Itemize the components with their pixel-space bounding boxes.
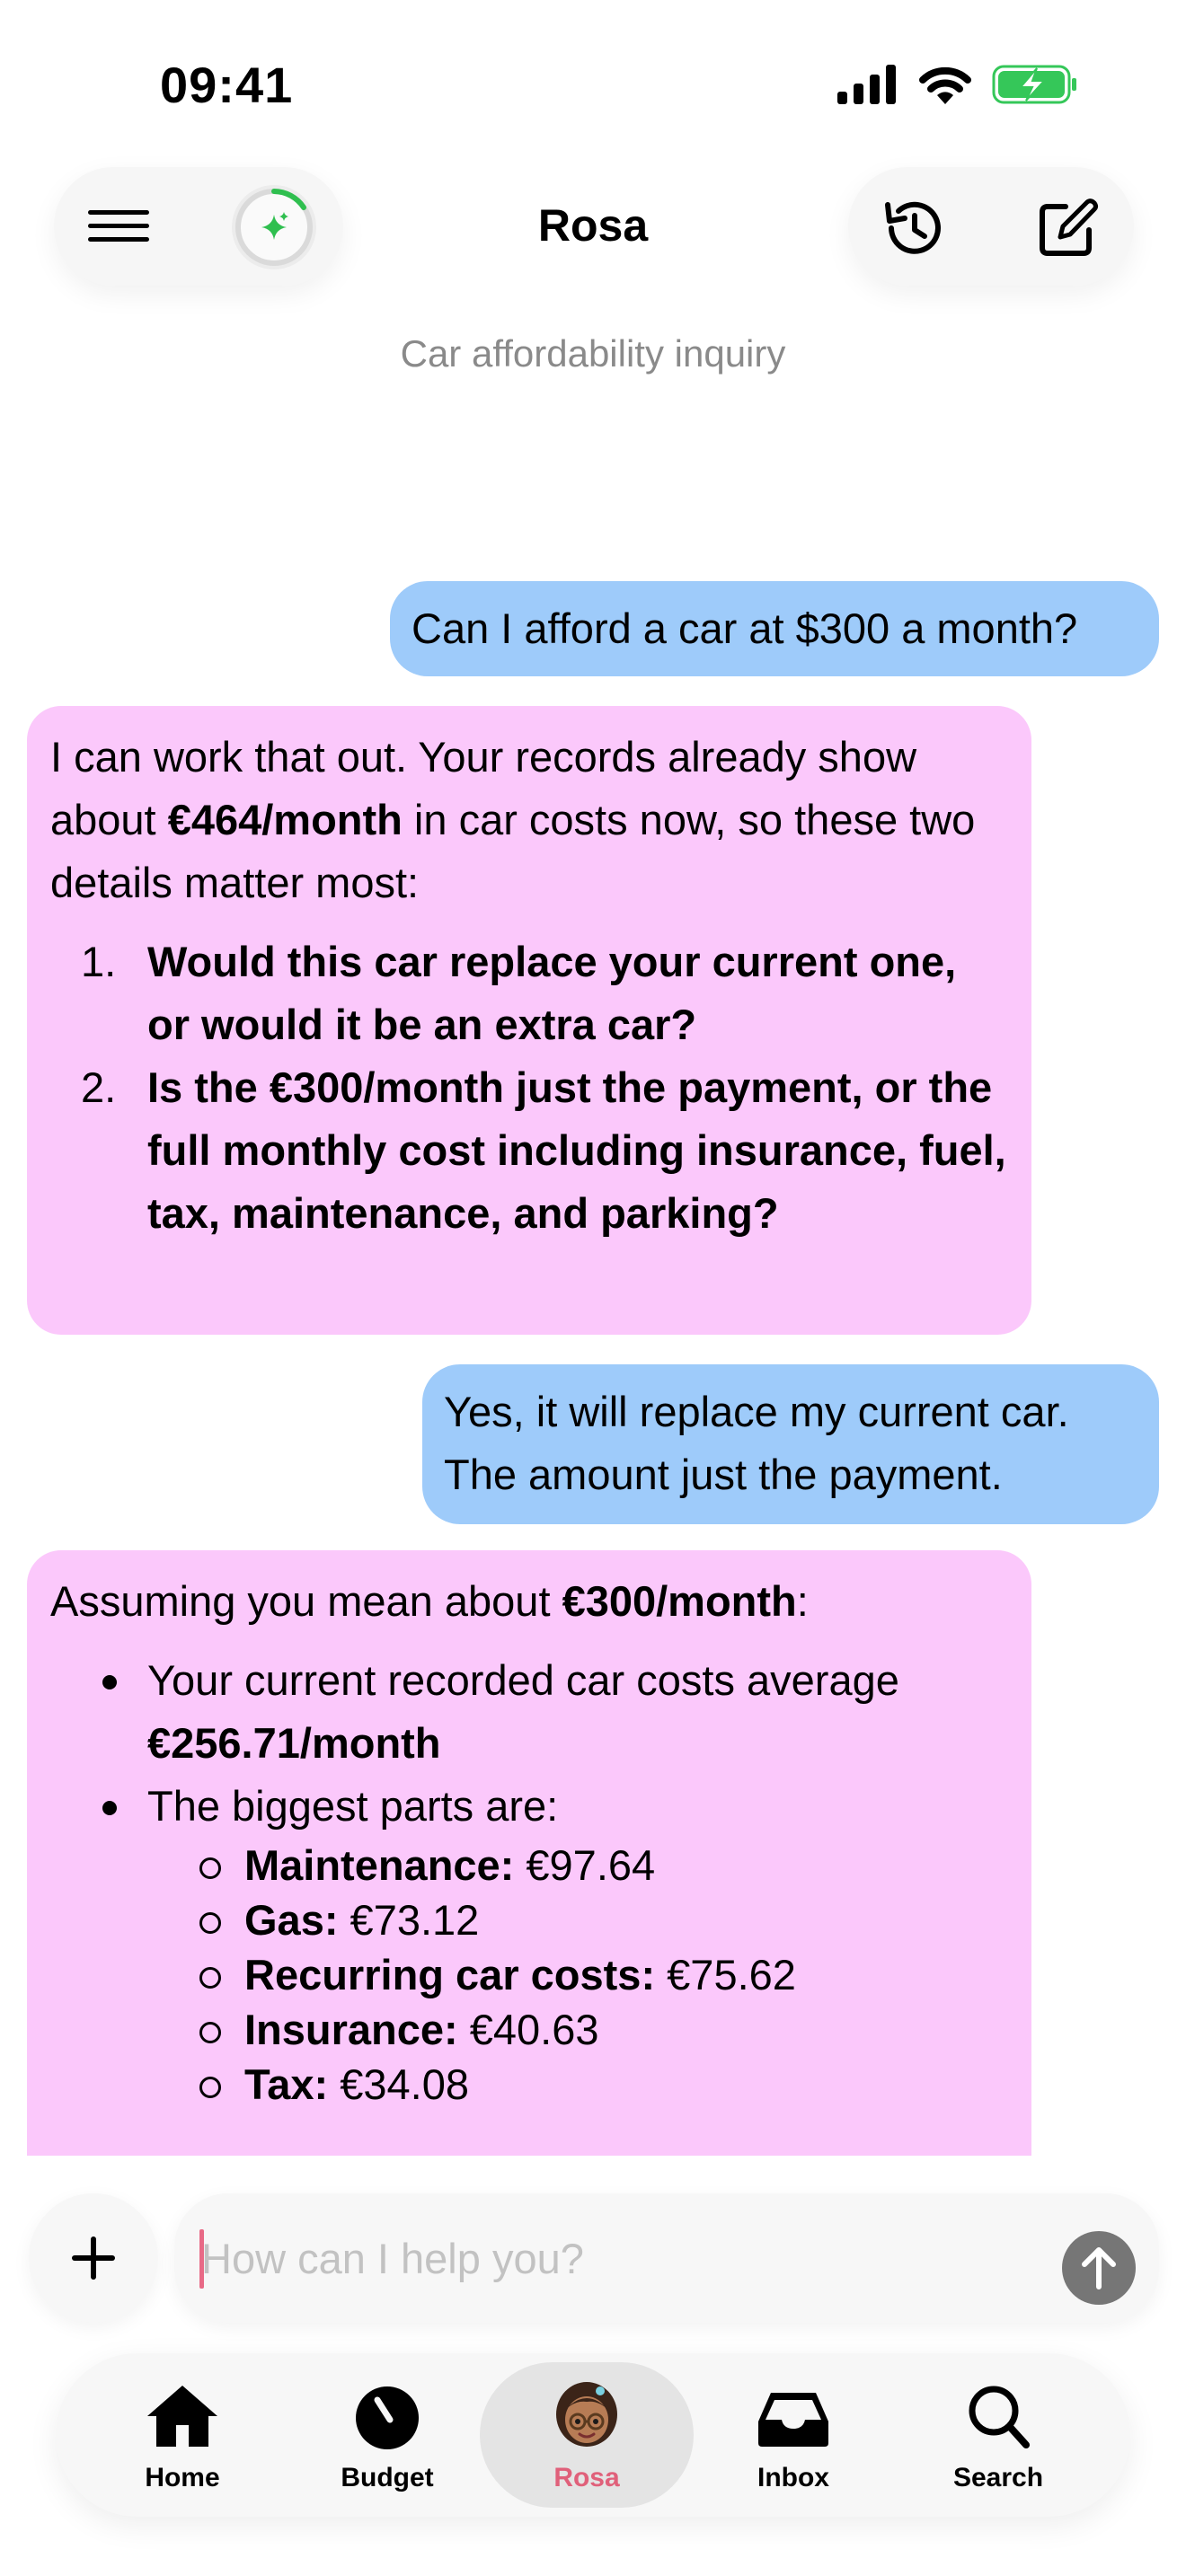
cost-item: Insurance: €40.63 — [147, 2002, 1008, 2057]
search-icon — [958, 2380, 1039, 2452]
tab-inbox[interactable]: Inbox — [686, 2362, 900, 2508]
cost-item: Maintenance: €97.64 — [147, 1838, 1008, 1892]
arrow-up-icon — [1062, 2231, 1136, 2305]
header-right-group — [848, 167, 1134, 286]
message-intro: Assuming you mean about €300/month: — [50, 1577, 809, 1625]
tab-bar — [56, 2353, 1130, 2517]
tab-rosa[interactable]: Rosa — [480, 2362, 694, 2508]
list-item: Your current recorded car costs average €256.71/month — [50, 1649, 1008, 1775]
status-icons — [837, 63, 1078, 106]
list-item: 1. Would this car replace your current one, or would it be an extra car? — [81, 938, 957, 1048]
list-item: 2. Is the €300/month just the payment, or the full monthly cost including insurance, fuel, tax, maintenance, and parking? — [81, 1063, 1006, 1237]
wifi-icon — [918, 65, 972, 104]
gauge-icon — [347, 2380, 428, 2452]
cost-item: Tax: €34.08 — [147, 2057, 1008, 2112]
message-input[interactable] — [201, 2220, 1010, 2296]
assistant-message — [27, 706, 1031, 1335]
status-bar — [0, 0, 1186, 171]
bullet-list — [50, 1649, 1008, 2112]
list-item: The biggest parts are: Maintenance: €97.64 Gas: €73.12 Recurring car costs: €75.62 Insurance: €40.63 Tax: €34.08 — [50, 1775, 1008, 2112]
history-icon[interactable] — [879, 194, 947, 262]
message-text-line: The amount just the payment. — [444, 1451, 1003, 1498]
cost-item: Gas: €73.12 — [147, 1892, 1008, 1947]
cost-item: Recurring car costs: €75.62 — [147, 1947, 1008, 2002]
sub-list — [147, 1838, 1008, 2112]
message-text: Can I afford a car at $300 a month? — [412, 604, 1078, 652]
tab-home[interactable]: Home — [75, 2362, 289, 2508]
conversation-subtitle: Car affordability inquiry — [400, 332, 786, 375]
message-intro: I can work that out. Your records already show about €464/month in car costs now, so these two details matter most: — [50, 733, 976, 906]
numbered-list — [50, 931, 1008, 1245]
attach-button[interactable] — [29, 2193, 158, 2323]
signal-icon — [837, 65, 898, 104]
tab-budget[interactable]: Budget — [280, 2362, 494, 2508]
page-title: Rosa — [537, 200, 649, 251]
status-time: 09:41 — [160, 57, 294, 113]
tab-search[interactable]: Search — [891, 2362, 1105, 2508]
inbox-icon — [753, 2380, 834, 2452]
message-composer[interactable] — [174, 2193, 1159, 2323]
user-message — [422, 1364, 1159, 1524]
message-text-line: Yes, it will replace my current car. — [444, 1388, 1069, 1435]
send-button[interactable] — [1062, 2231, 1136, 2305]
battery-charging-icon — [992, 63, 1078, 106]
new-chat-icon[interactable] — [1033, 194, 1102, 262]
home-icon — [142, 2380, 223, 2452]
assistant-message — [27, 1550, 1031, 2233]
user-message — [390, 581, 1159, 676]
rosa-avatar — [546, 2380, 627, 2452]
